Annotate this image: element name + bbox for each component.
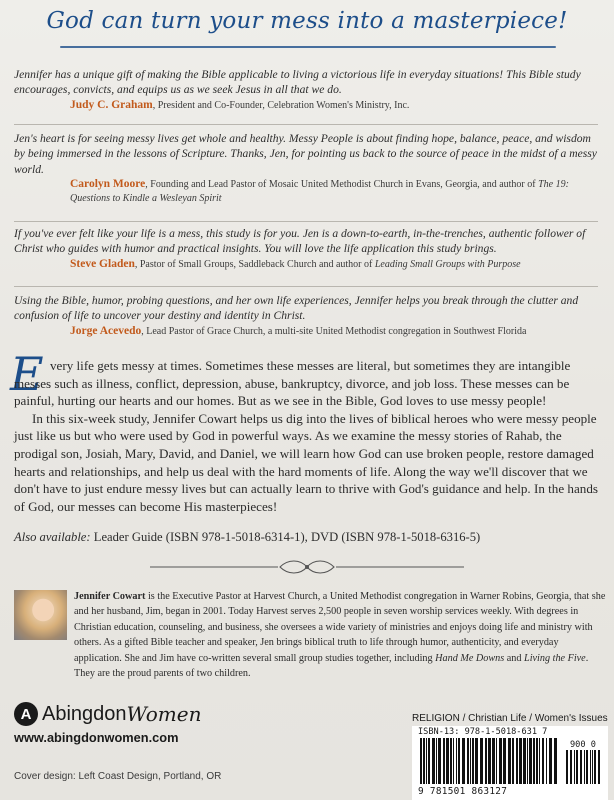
endorsement-2 <box>14 131 602 206</box>
endorsement-4 <box>14 293 602 339</box>
endorsement-attribution <box>14 257 602 272</box>
author-book-title: Hand Me Downs <box>435 652 505 664</box>
endorsement-quote: Jen's heart is for seeing messy lives get whole and healthy. Messy People is about finding hope, balance, peace, and wisdom by being immersed in the lessons of Scripture. Thanks, Jen, for pointing us back to the source of peace in the midst of a messy world. <box>14 132 597 176</box>
headline: God can turn your mess into a masterpiece! <box>46 8 568 34</box>
price-code: 900 0 <box>570 740 596 750</box>
endorsement-3 <box>14 226 602 272</box>
barcode-bars <box>418 738 604 784</box>
also-available-label: Also available: <box>14 530 91 544</box>
endorsement-quote: Jennifer has a unique gift of making the Bible applicable to living a victorious life in everyday situations! This Bible study encourages, convicts, and equips us as we seek Jesus in all that we do. <box>14 68 581 97</box>
author-bio-text: . They are the proud parents of two children. <box>74 652 589 680</box>
endorsement-1 <box>14 67 602 113</box>
author-bio-text: is the Executive Pastor at Harvest Church, a United Methodist congregation in Warner Robins, Georgia, that she and her husband, Jim, began in 2001. Today Harvest serves 2,500 people in seven worship services weekly. With degrees in Christian education, counseling, and business, she oversees a wide variety of ministries and enjoys doing life and ministry with others. As a gifted Bible teacher and speaker, Jen brings biblical truth to life through humor, authenticity, and everyday application. She and Jim have co-written several small group studies together, including <box>74 591 606 664</box>
endorser-title: , President and Co-Founder, Celebration Women's Ministry, Inc. <box>152 99 410 111</box>
endorser-book: The 19: Questions to Kindle a Wesleyan Spirit <box>70 179 569 205</box>
barcode-number: 9 781501 863127 <box>418 786 508 797</box>
headline-underline <box>60 46 556 48</box>
publisher-logo-text: Abingdon <box>42 702 127 725</box>
endorser-title: , Founding and Lead Pastor of Mosaic United Methodist Church in Evans, Georgia, and author of <box>145 179 536 191</box>
cover-credit: Cover design: Left Coast Design, Portland, OR <box>14 771 222 782</box>
also-available-text: Leader Guide (ISBN 978-1-5018-6314-1), DVD (ISBN 978-1-5018-6316-5) <box>90 530 481 544</box>
isbn-line: ISBN-13: 978-1-5018-631 7 <box>418 727 548 737</box>
endorser-title: , Pastor of Small Groups, Saddleback Church and author of <box>134 258 373 270</box>
divider <box>14 221 598 222</box>
endorsement-quote: Using the Bible, humor, probing questions, and her own life experiences, Jennifer helps you break through the clutter and confusion of life to uncover your destiny and identity in Christ. <box>14 294 579 323</box>
endorsement-attribution <box>14 177 602 206</box>
divider <box>14 124 598 125</box>
book-category: RELIGION / Christian Life / Women's Issues <box>412 713 608 724</box>
author-photo <box>14 590 67 640</box>
ornament-divider <box>150 557 464 577</box>
publisher-logo-italic: Women <box>126 702 202 726</box>
abingdon-logo-icon: A <box>14 702 38 726</box>
endorser-book: Leading Small Groups with Purpose <box>374 258 521 270</box>
endorser-name: Carolyn Moore <box>70 178 146 191</box>
description-paragraph-2: In this six-week study, Jennifer Cowart helps us dig into the lives of biblical heroes who were messy people just like us but who were used by God in powerful ways. As we examine the messy stories of Rahab, the prodigal son, Josiah, Mary, David, and Daniel, we will learn how God can use broken people, restore damaged hearts and relationships, and help us deal with the hard moments of life. Along the way we'll discover that we don't have to just endure messy lives but can actually learn to thrive with God's guidance and help. In the hands of God, our messes can become His masterpieces! <box>14 410 598 514</box>
author-bio-text: and <box>504 652 525 664</box>
endorser-title: , Lead Pastor of Grace Church, a multi-site United Methodist congregation in Southwest Florida <box>141 325 527 337</box>
author-name: Jennifer Cowart <box>74 591 146 602</box>
author-bio <box>74 589 606 681</box>
endorsement-attribution <box>14 324 602 339</box>
endorser-name: Jorge Acevedo <box>70 324 142 337</box>
endorser-name: Judy C. Graham <box>70 98 153 111</box>
publisher-url[interactable]: www.abingdonwomen.com <box>14 730 179 745</box>
drop-cap: E <box>10 347 44 401</box>
endorser-name: Steve Gladen <box>70 257 135 270</box>
description-paragraph-1: very life gets messy at times. Sometimes these messes are literal, but sometimes they are intangible messes such as illness, conflict, depression, abuse, bankruptcy, divorce, and job loss. These messes can be painful, hurting our hearts and our homes. But as we see in the Bible, God loves to use messy people! <box>14 358 571 409</box>
barcode <box>412 726 608 800</box>
endorsement-attribution <box>14 98 602 113</box>
description <box>14 357 604 515</box>
divider <box>14 286 598 287</box>
endorsement-quote: If you've ever felt like your life is a mess, this study is for you. Jen is a down-to-earth, in-the-trenches, authentic follower of Christ who guides with humor and practical insights. You will love the life application this study brings. <box>14 227 586 256</box>
also-available <box>14 530 480 545</box>
publisher-logo <box>14 700 201 728</box>
author-book-title: Living the Five <box>524 652 586 664</box>
